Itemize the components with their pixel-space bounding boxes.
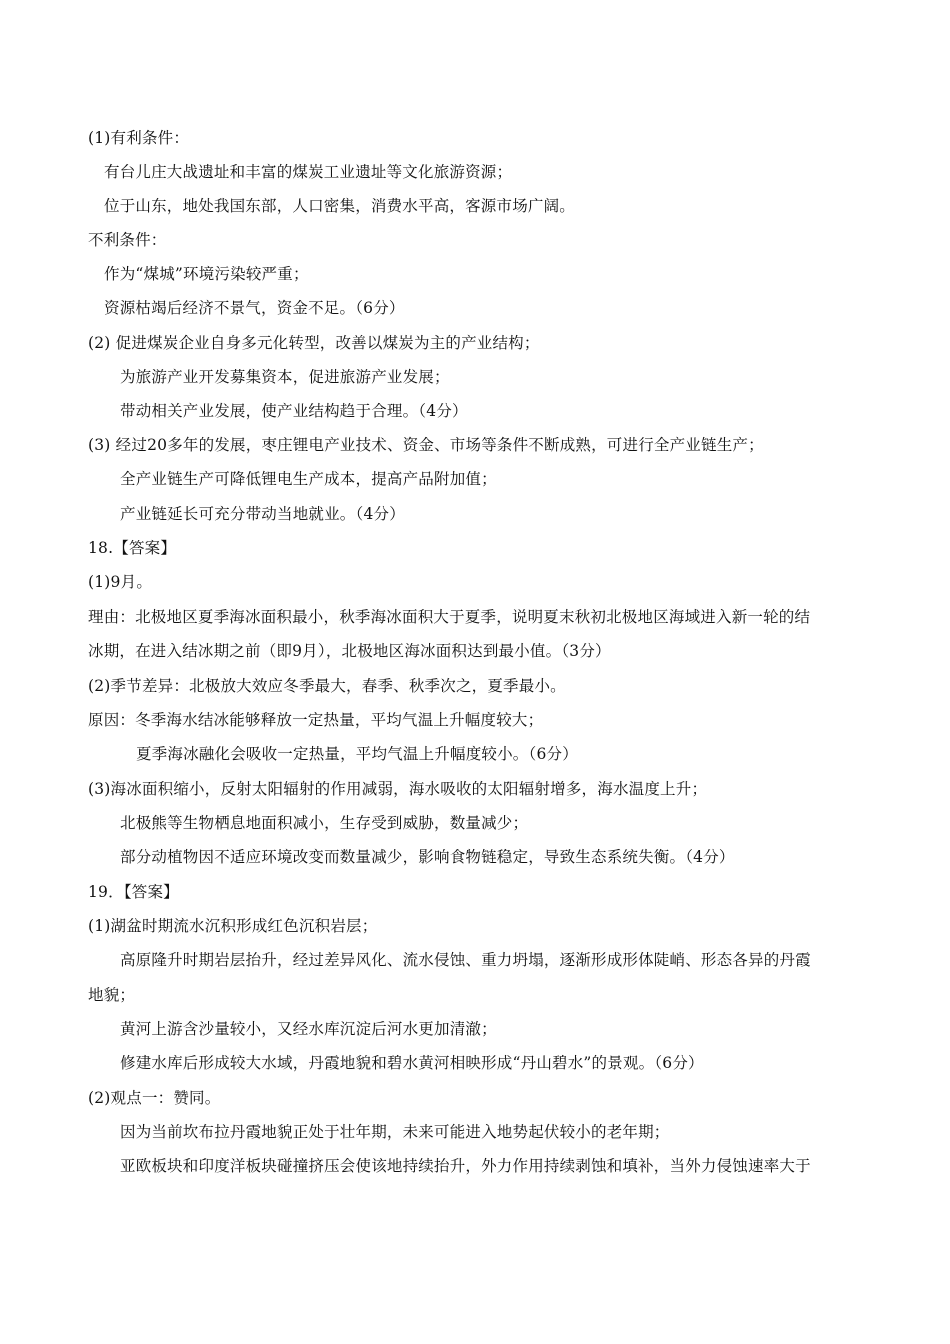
answer-18-part3: (3)海冰面积缩小，反射太阳辐射的作用减弱，海水吸收的太阳辐射增多，海水温度上升； — [88, 780, 708, 798]
text-line: 原因：冬季海水结冰能够释放一定热量，平均气温上升幅度较大； — [88, 711, 544, 729]
text-line: 冰期，在进入结冰期之前（即9月），北极地区海冰面积达到最小值。（3分） — [88, 642, 611, 660]
answer-17-part2: (2) 促进煤炭企业自身多元化转型，改善以煤炭为主的产业结构； — [88, 334, 540, 352]
text-line: 夏季海冰融化会吸收一定热量，平均气温上升幅度较小。（6分） — [136, 745, 578, 763]
text-line: 北极熊等生物栖息地面积减小，生存受到威胁，数量减少； — [120, 814, 529, 832]
text-line: 有台儿庄大战遗址和丰富的煤炭工业遗址等文化旅游资源； — [104, 163, 513, 181]
answer-18-part2: (2)季节差异：北极放大效应冬季最大，春季、秋季次之，夏季最小。 — [88, 677, 566, 695]
answer-19-part1: (1)湖盆时期流水沉积形成红色沉积岩层； — [88, 917, 378, 935]
answer-18-heading: 18.【答案】 — [88, 539, 177, 557]
text-line: 亚欧板块和印度洋板块碰撞挤压会使该地持续抬升，外力作用持续剥蚀和填补，当外力侵蚀速率大于 — [120, 1157, 811, 1175]
text-line: 位于山东，地处我国东部，人口密集，消费水平高，客源市场广阔。 — [104, 197, 576, 215]
text-line: 不利条件： — [88, 231, 167, 249]
answer-19-part2: (2)观点一：赞同。 — [88, 1089, 221, 1107]
text-line: 产业链延长可充分带动当地就业。（4分） — [120, 505, 405, 523]
text-line: 地貌； — [88, 986, 136, 1004]
answer-19-heading: 19．【答案】 — [88, 883, 179, 901]
answer-17-part1-heading: (1)有利条件： — [88, 129, 190, 147]
text-line: 为旅游产业开发募集资本，促进旅游产业发展； — [120, 368, 450, 386]
text-line: 高原隆升时期岩层抬升，经过差异风化、流水侵蚀、重力坍塌，逐渐形成形体陡峭、形态各异的丹霞 — [120, 951, 811, 969]
text-line: 全产业链生产可降低锂电生产成本，提高产品附加值； — [120, 470, 497, 488]
answer-17-part3: (3) 经过20多年的发展，枣庄锂电产业技术、资金、市场等条件不断成熟，可进行全产业链生产； — [88, 436, 764, 454]
text-line: 黄河上游含沙量较小，又经水库沉淀后河水更加清澈； — [120, 1020, 497, 1038]
text-line: 带动相关产业发展，使产业结构趋于合理。（4分） — [120, 402, 468, 420]
answer-18-part1: (1)9月。 — [88, 573, 153, 591]
text-line: 理由：北极地区夏季海冰面积最小，秋季海冰面积大于夏季，说明夏末秋初北极地区海域进入新一轮的结 — [88, 608, 811, 626]
text-line: 资源枯竭后经济不景气，资金不足。（6分） — [104, 299, 405, 317]
text-line: 因为当前坎布拉丹霞地貌正处于壮年期，未来可能进入地势起伏较小的老年期； — [120, 1123, 670, 1141]
text-line: 作为“煤城”环境污染较严重； — [104, 265, 309, 283]
text-line: 修建水库后形成较大水域，丹霞地貌和碧水黄河相映形成“丹山碧水”的景观。（6分） — [120, 1054, 704, 1072]
text-line: 部分动植物因不适应环境改变而数量减少，影响食物链稳定，导致生态系统失衡。（4分） — [120, 848, 735, 866]
